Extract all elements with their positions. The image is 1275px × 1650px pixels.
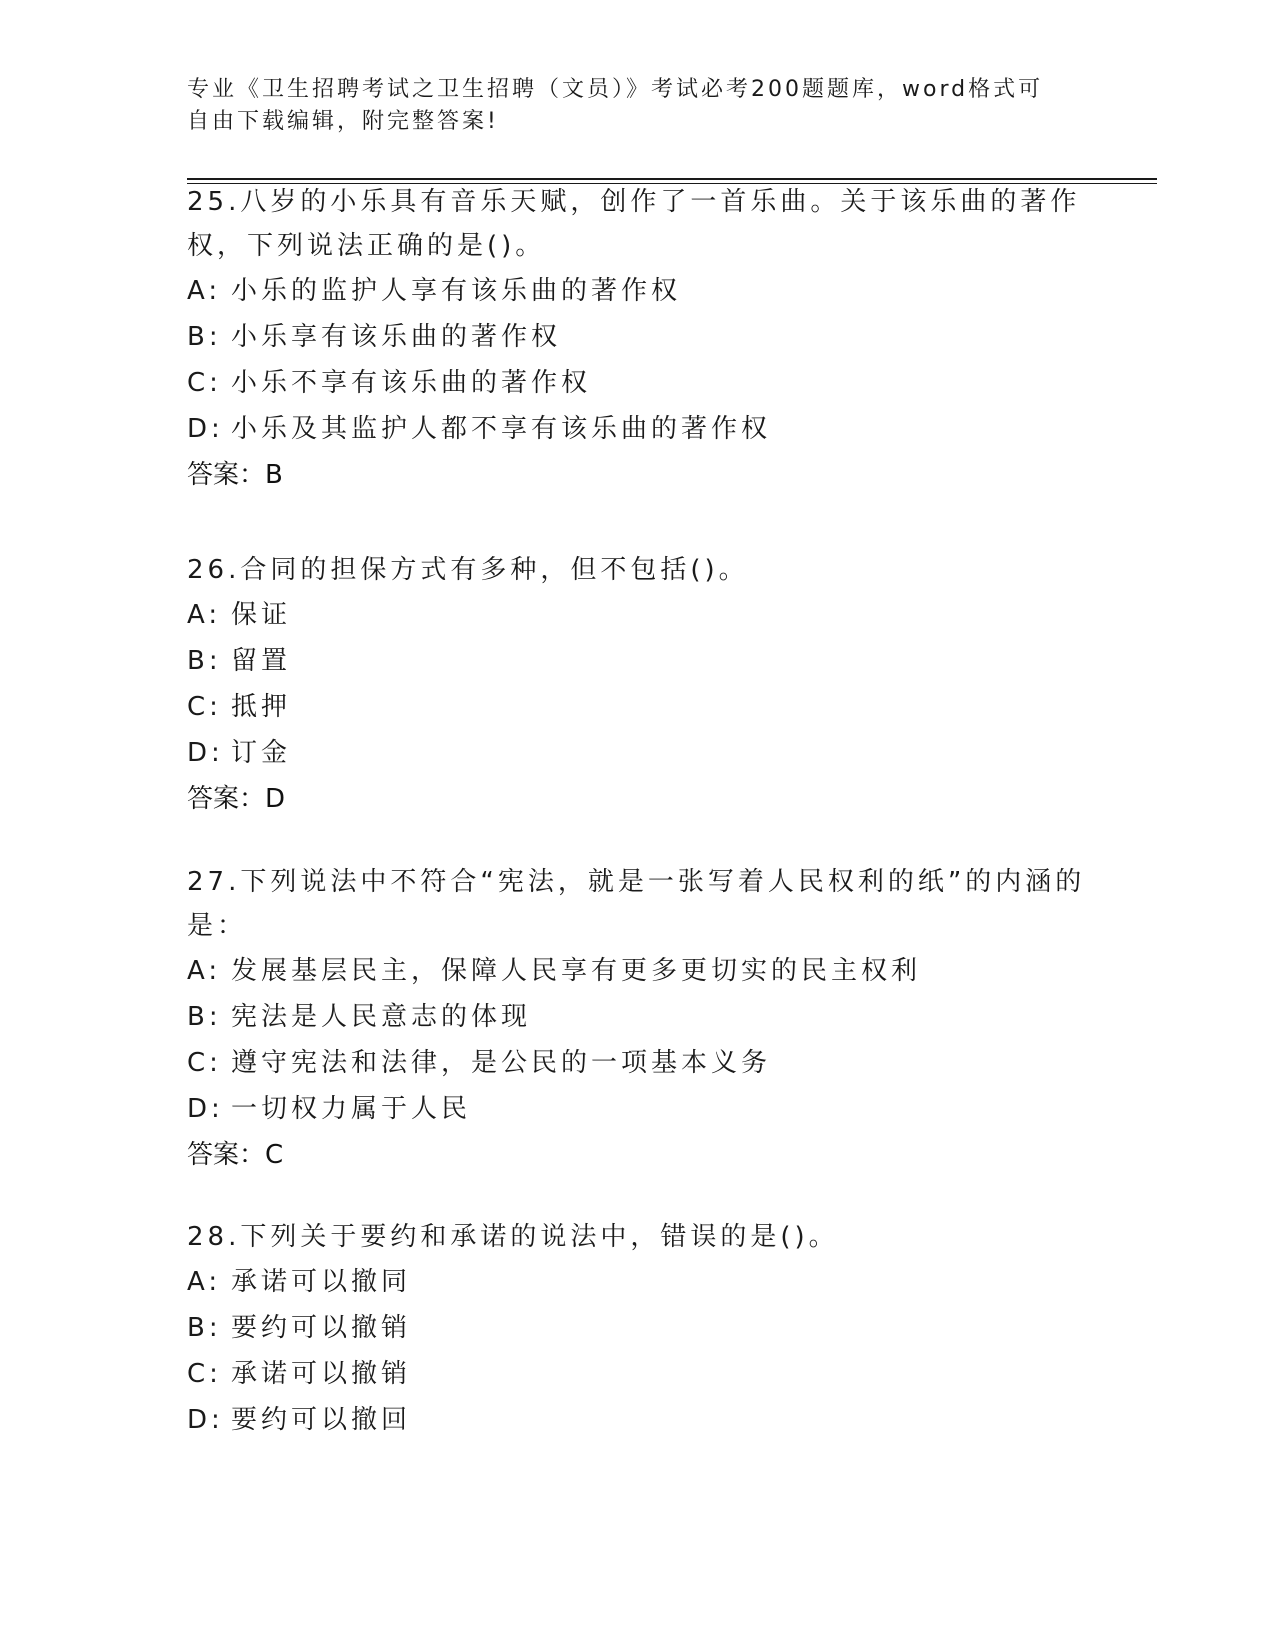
- option-c: [187, 360, 1087, 406]
- answer-line: 答案：B: [187, 460, 283, 490]
- option-text: 要约可以撤回: [231, 1405, 412, 1435]
- option-text: 一切权力属于人民: [231, 1094, 472, 1124]
- answer-line: 答案：D: [187, 784, 286, 814]
- option-d: [187, 1397, 1087, 1443]
- option-b: [187, 1305, 1087, 1351]
- option-d: [187, 406, 1087, 452]
- option-text: 订金: [231, 738, 292, 768]
- option-letter: B:: [187, 646, 222, 676]
- option-c: [187, 1351, 1087, 1397]
- option-text: 小乐不享有该乐曲的著作权: [231, 368, 592, 398]
- option-letter: A:: [187, 956, 222, 986]
- question-26: [187, 548, 1087, 822]
- option-a: [187, 948, 1087, 994]
- option-text: 遵守宪法和法律，是公民的一项基本义务: [231, 1048, 772, 1078]
- option-letter: D:: [187, 738, 224, 768]
- option-letter: A:: [187, 276, 222, 306]
- option-b: [187, 994, 1087, 1040]
- answer-line: 答案：C: [187, 1140, 284, 1170]
- document-header: 专业《卫生招聘考试之卫生招聘（文员）》考试必考200题题库，word格式可自由下载编辑，附完整答案!: [187, 77, 1044, 134]
- question-25: [187, 180, 1087, 498]
- option-text: 留置: [231, 646, 292, 676]
- option-letter: A:: [187, 600, 222, 630]
- question-27: [187, 860, 1087, 1178]
- option-text: 宪法是人民意志的体现: [231, 1002, 532, 1032]
- option-text: 承诺可以撤同: [231, 1267, 412, 1297]
- option-letter: C:: [187, 692, 222, 722]
- option-letter: D:: [187, 1405, 224, 1435]
- option-text: 小乐享有该乐曲的著作权: [231, 322, 562, 352]
- question-stem: 25.八岁的小乐具有音乐天赋，创作了一首乐曲。关于该乐曲的著作权，下列说法正确的是()。: [187, 187, 1081, 261]
- option-a: [187, 592, 1087, 638]
- option-b: [187, 314, 1087, 360]
- option-letter: C:: [187, 1048, 222, 1078]
- option-c: [187, 1040, 1087, 1086]
- option-letter: A:: [187, 1267, 222, 1297]
- option-letter: B:: [187, 1002, 222, 1032]
- option-letter: C:: [187, 368, 222, 398]
- question-stem: 28.下列关于要约和承诺的说法中，错误的是()。: [187, 1222, 839, 1252]
- option-text: 承诺可以撤销: [231, 1359, 412, 1389]
- option-text: 要约可以撤销: [231, 1313, 412, 1343]
- option-letter: B:: [187, 1313, 222, 1343]
- option-d: [187, 1086, 1087, 1132]
- option-letter: D:: [187, 1094, 224, 1124]
- option-b: [187, 638, 1087, 684]
- question-stem: 26.合同的担保方式有多种，但不包括()。: [187, 555, 749, 585]
- option-letter: D:: [187, 414, 224, 444]
- question-stem: 27.下列说法中不符合“宪法，就是一张写着人民权利的纸”的内涵的是：: [187, 867, 1086, 941]
- option-letter: C:: [187, 1359, 222, 1389]
- option-a: [187, 1259, 1087, 1305]
- option-text: 小乐及其监护人都不享有该乐曲的著作权: [231, 414, 772, 444]
- option-text: 保证: [231, 600, 292, 630]
- option-letter: B:: [187, 322, 222, 352]
- option-d: [187, 730, 1087, 776]
- option-text: 抵押: [231, 692, 292, 722]
- option-text: 发展基层民主，保障人民享有更多更切实的民主权利: [231, 956, 922, 986]
- question-28: [187, 1215, 1087, 1443]
- option-text: 小乐的监护人享有该乐曲的著作权: [231, 276, 682, 306]
- option-c: [187, 684, 1087, 730]
- option-a: [187, 268, 1087, 314]
